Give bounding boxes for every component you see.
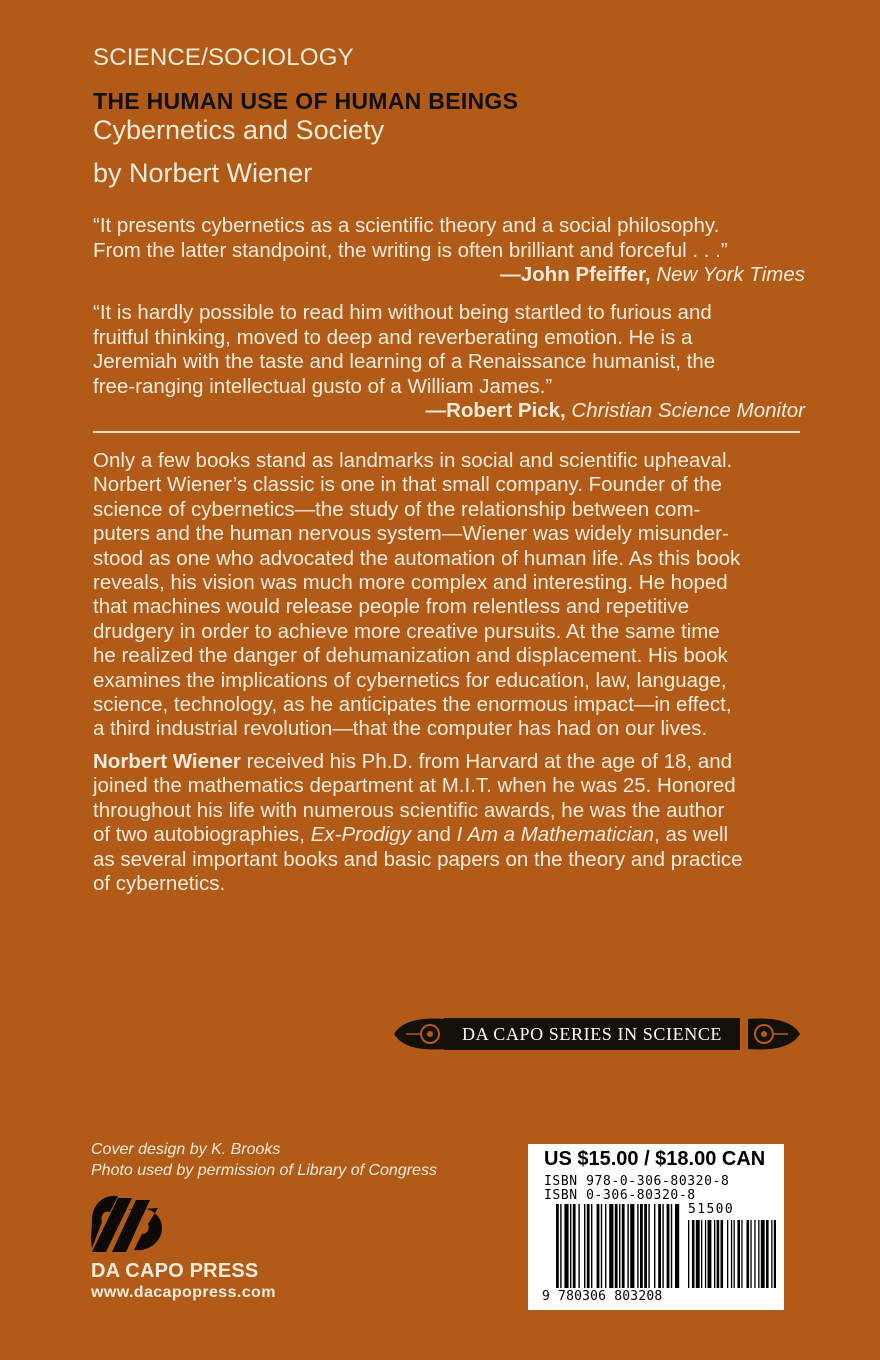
description-line: puters and the human nervous system—Wiener was widely misunder-	[93, 522, 729, 546]
series-banner	[392, 1011, 802, 1057]
supplement-bar	[750, 1220, 751, 1288]
quote-line: “It is hardly possible to read him without being startled to furious and	[93, 301, 712, 324]
attribution-source: Christian Science Monitor	[571, 399, 805, 422]
bio-line: joined the mathematics department at M.I.T. when he was 25. Honored	[93, 774, 736, 798]
barcode-bar	[573, 1204, 576, 1288]
attribution-name: —John Pfeiffer,	[500, 263, 651, 286]
review-quote-1	[93, 214, 805, 288]
description-line: examines the implications of cybernetics for education, law, language,	[93, 668, 727, 692]
barcode-bar	[619, 1204, 620, 1288]
barcode-bar	[658, 1204, 661, 1288]
barcode-bar	[637, 1204, 638, 1288]
attribution-source: New York Times	[656, 263, 805, 286]
barcode-bar	[667, 1204, 670, 1288]
barcode-bar	[640, 1204, 643, 1288]
supplement-bar	[737, 1220, 740, 1288]
barcode-bar	[591, 1204, 592, 1288]
barcode-bar	[662, 1204, 663, 1288]
author-bio	[93, 750, 813, 896]
supplement-bar	[701, 1220, 702, 1288]
publisher-name: DA CAPO PRESS	[91, 1260, 259, 1282]
ornament-right-icon	[742, 1011, 802, 1057]
description-line: that machines would release people from relentless and repetitive	[93, 595, 689, 619]
supplement-bar	[721, 1220, 724, 1288]
bio-line: as several important books and basic papers on the theory and practice	[93, 847, 743, 871]
barcode-bar	[675, 1204, 679, 1288]
barcode-bar	[601, 1204, 602, 1288]
barcode-bar	[578, 1204, 579, 1288]
supplement-bar	[688, 1220, 689, 1288]
bio-line: Norbert Wiener received his Ph.D. from Harvard at the age of 18, and	[93, 750, 733, 773]
description-line: science, technology, as he anticipates the enormous impact—in effect,	[93, 693, 732, 717]
barcode-bar	[615, 1204, 618, 1288]
description-line: he realized the danger of dehumanization and displacement. His book	[93, 644, 728, 668]
barcode-panel	[528, 1144, 784, 1310]
supplement-bar	[731, 1220, 732, 1288]
supplement-bar	[734, 1220, 735, 1288]
supplement-bar	[692, 1220, 695, 1288]
description-line: Norbert Wiener’s classic is one in that small company. Founder of the	[93, 473, 722, 497]
bio-line: of two autobiographies, Ex-Prodigy and I Am a Mathematician, as well	[93, 823, 729, 847]
supplement-bar	[705, 1220, 706, 1288]
barcode-bar	[671, 1204, 672, 1288]
supplement-bar	[717, 1220, 720, 1288]
price-label: US $15.00 / $18.00 CAN	[544, 1148, 766, 1170]
description-line: Only a few books stand as landmarks in social and scientific upheaval.	[93, 449, 733, 472]
da-capo-logo-icon	[88, 1190, 168, 1256]
supplement-bar	[741, 1220, 742, 1288]
supplement-bar	[747, 1220, 750, 1288]
ean-number: 9 780306 803208	[542, 1289, 663, 1304]
barcode-bar	[570, 1204, 571, 1288]
description-line: a third industrial revolution—that the computer has had on our lives.	[93, 717, 708, 741]
quote-attribution	[93, 263, 805, 288]
barcode-bar	[609, 1204, 613, 1288]
barcode-bar	[605, 1204, 606, 1288]
bio-line: throughout his life with numerous scientific awards, he was the author	[93, 798, 725, 822]
barcode-bar	[654, 1204, 655, 1288]
barcode-bar	[560, 1204, 561, 1288]
book-author: by Norbert Wiener	[93, 158, 313, 188]
supplement-bar	[766, 1220, 769, 1288]
quote-attribution	[93, 399, 805, 424]
ornament-left-icon	[392, 1011, 452, 1057]
barcode-bar	[648, 1204, 649, 1288]
supplement-bar	[754, 1220, 755, 1288]
barcode-bar	[556, 1204, 559, 1288]
supplement-bar	[771, 1220, 772, 1288]
quote-line: free-ranging intellectual gusto of a William James.”	[93, 374, 553, 398]
cover-credits	[91, 1139, 437, 1181]
barcode-bar	[644, 1204, 647, 1288]
barcode-bar	[622, 1204, 625, 1288]
quote-line: fruitful thinking, moved to deep and reverberating emotion. He is a	[93, 325, 693, 349]
supplement-bar	[708, 1220, 712, 1288]
book-description	[93, 449, 813, 742]
book-subtitle: Cybernetics and Society	[93, 115, 385, 145]
attribution-name: —Robert Pick,	[425, 399, 566, 422]
description-line: reveals, his vision was much more complex and interesting. He hoped	[93, 571, 728, 595]
description-line: drudgery in order to achieve more creative pursuits. At the same time	[93, 619, 720, 643]
supplement-bar	[696, 1220, 700, 1288]
supplement-bar	[758, 1220, 759, 1288]
isbn-13: ISBN 978-0-306-80320-8	[544, 1174, 730, 1189]
quote-line: From the latter standpoint, the writing is often brilliant and forceful . . .”	[93, 238, 728, 262]
book-ref: I Am a Mathematician	[456, 823, 655, 847]
photo-credit: Photo used by permission of Library of Congress	[91, 1162, 437, 1179]
book-title: THE HUMAN USE OF HUMAN BEINGS	[93, 88, 519, 114]
supplement-bar	[774, 1220, 776, 1288]
quote-line: Jeremiah with the taste and learning of a Renaissance humanist, the	[93, 350, 716, 373]
barcode-bar	[584, 1204, 585, 1288]
isbn-10: ISBN 0-306-80320-8	[544, 1188, 696, 1203]
supplement-bar	[727, 1220, 728, 1288]
series-label: DA CAPO SERIES IN SCIENCE	[444, 1018, 740, 1050]
review-quote-2	[93, 301, 805, 424]
barcode-bar	[627, 1204, 628, 1288]
barcode-bar	[630, 1204, 634, 1288]
barcode-bars-icon	[556, 1202, 776, 1288]
barcode-bar	[587, 1204, 590, 1288]
cover-design-credit: Cover design by K. Brooks	[91, 1141, 281, 1158]
divider-rule	[93, 431, 800, 433]
description-line: stood as one who advocated the automation of human life. As this book	[93, 546, 741, 570]
quote-line: “It presents cybernetics as a scientific theory and a social philosophy.	[93, 214, 720, 237]
bio-line: of cybernetics.	[93, 872, 226, 896]
book-ref: Ex-Prodigy	[310, 823, 411, 847]
author-name: Norbert Wiener	[93, 750, 241, 773]
supplement-bar	[714, 1220, 715, 1288]
supplement-bar	[761, 1220, 765, 1288]
publisher-website[interactable]: www.dacapopress.com	[91, 1284, 276, 1301]
barcode-bar	[564, 1204, 568, 1288]
category-label: SCIENCE/SOCIOLOGY	[93, 44, 354, 71]
price-supplement: 51500	[688, 1202, 735, 1217]
barcode-bar	[597, 1204, 600, 1288]
description-line: science of cybernetics—the study of the relationship between com-	[93, 497, 701, 521]
